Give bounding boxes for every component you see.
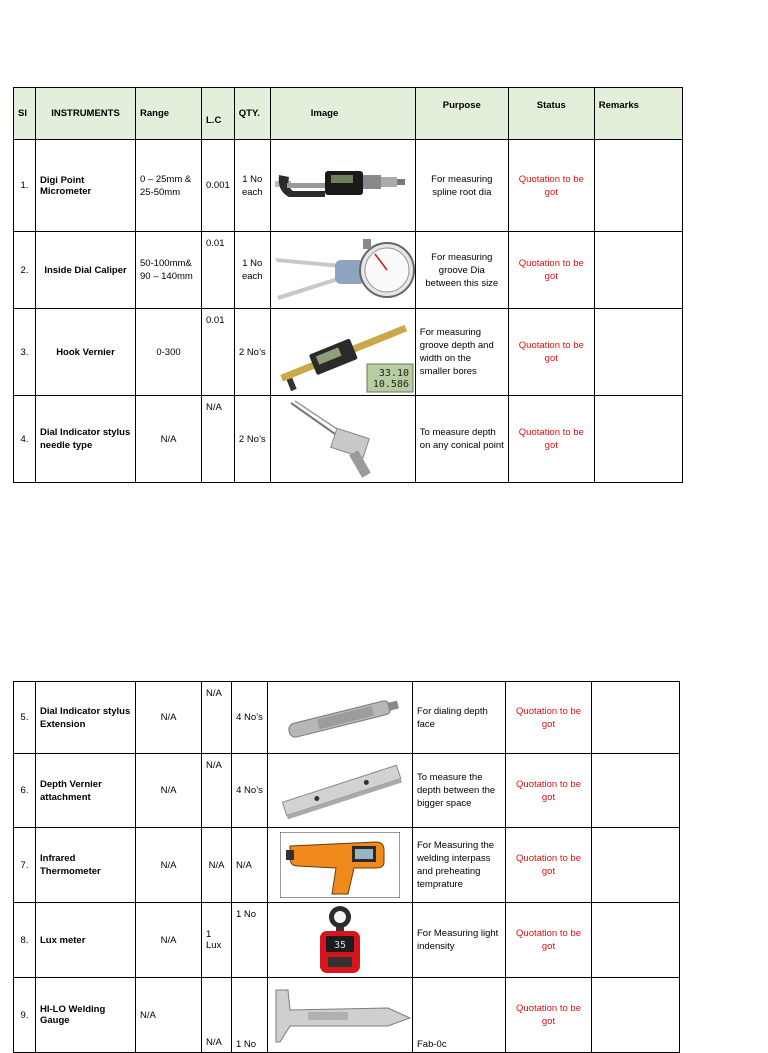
row-si: 3. bbox=[14, 309, 36, 396]
table-row bbox=[14, 978, 680, 1053]
table-row bbox=[14, 754, 680, 828]
row-si: 2. bbox=[14, 232, 36, 309]
row-range: N/A bbox=[136, 978, 202, 1053]
header-instruments: INSTRUMENTS bbox=[36, 88, 136, 140]
row-remarks bbox=[592, 828, 680, 903]
header-remarks: Remarks bbox=[594, 88, 682, 140]
table-row bbox=[14, 140, 683, 232]
row-remarks bbox=[592, 754, 680, 828]
row-remarks bbox=[592, 682, 680, 754]
row-purpose: Fab-0c bbox=[413, 978, 506, 1053]
row-qty: 4 No’s bbox=[232, 682, 268, 754]
row-status: Quotation to be got bbox=[508, 396, 594, 483]
row-purpose: For Measuring light indensity bbox=[413, 903, 506, 978]
table-row bbox=[14, 903, 680, 978]
row-range: N/A bbox=[136, 903, 202, 978]
row-si: 4. bbox=[14, 396, 36, 483]
row-qty: N/A bbox=[232, 828, 268, 903]
row-qty: 1 No bbox=[232, 978, 268, 1053]
row-status: Quotation to be got bbox=[506, 754, 592, 828]
row-remarks bbox=[594, 232, 682, 309]
row-remarks bbox=[594, 140, 682, 232]
row-remarks bbox=[594, 309, 682, 396]
row-instrument: HI-LO Welding Gauge bbox=[36, 978, 136, 1053]
row-remarks bbox=[592, 903, 680, 978]
row-si: 8. bbox=[14, 903, 36, 978]
row-lc: N/A bbox=[202, 754, 232, 828]
row-status: Quotation to be got bbox=[506, 682, 592, 754]
depth-attachment-image bbox=[268, 754, 413, 828]
row-purpose: For Measuring the welding interpass and preheating temprature bbox=[413, 828, 506, 903]
micrometer-image bbox=[270, 140, 415, 232]
row-instrument: Inside Dial Caliper bbox=[36, 232, 136, 309]
row-status: Quotation to be got bbox=[508, 309, 594, 396]
row-qty: 4 No’s bbox=[232, 754, 268, 828]
row-purpose: To measure the depth between the bigger space bbox=[413, 754, 506, 828]
table-row bbox=[14, 396, 683, 483]
row-purpose: For measuring spline root dia bbox=[415, 140, 508, 232]
dial-caliper-image bbox=[270, 232, 415, 309]
row-range: 0-300 bbox=[136, 309, 202, 396]
header-lc: L.C bbox=[202, 88, 235, 140]
vernier-display-line1: 33.10 bbox=[378, 368, 409, 379]
row-range: 0 – 25mm & 25-50mm bbox=[136, 140, 202, 232]
lux-meter-image bbox=[268, 903, 413, 978]
row-lc: 0.001 bbox=[202, 140, 235, 232]
stylus-needle-image bbox=[270, 396, 415, 483]
row-qty: 1 No each bbox=[234, 140, 270, 232]
table-row bbox=[14, 309, 683, 396]
row-qty: 2 No’s bbox=[234, 396, 270, 483]
row-range: N/A bbox=[136, 682, 202, 754]
header-range: Range bbox=[136, 88, 202, 140]
row-lc: 0.01 bbox=[202, 232, 235, 309]
row-instrument: Dial Indicator stylus needle type bbox=[36, 396, 136, 483]
row-purpose: For measuring groove depth and width on the smaller bores bbox=[415, 309, 508, 396]
row-status: Quotation to be got bbox=[506, 828, 592, 903]
instruments-table-bottom bbox=[13, 681, 680, 1053]
row-si: 9. bbox=[14, 978, 36, 1053]
row-instrument: Lux meter bbox=[36, 903, 136, 978]
row-si: 7. bbox=[14, 828, 36, 903]
table-row bbox=[14, 232, 683, 309]
row-range: N/A bbox=[136, 396, 202, 483]
header-qty: QTY. bbox=[234, 88, 270, 140]
row-lc: 1 Lux bbox=[202, 903, 232, 978]
row-status: Quotation to be got bbox=[508, 140, 594, 232]
vernier-display-line2: 10.586 bbox=[372, 379, 409, 390]
lux-meter-display: 35 bbox=[333, 940, 347, 951]
row-lc: N/A bbox=[202, 682, 232, 754]
row-remarks bbox=[594, 396, 682, 483]
row-instrument: Hook Vernier bbox=[36, 309, 136, 396]
table-row bbox=[14, 828, 680, 903]
stylus-extension-image bbox=[268, 682, 413, 754]
row-qty: 2 No’s bbox=[234, 309, 270, 396]
row-range: N/A bbox=[136, 828, 202, 903]
hook-vernier-image bbox=[270, 309, 415, 396]
row-si: 5. bbox=[14, 682, 36, 754]
table-header-row bbox=[14, 88, 683, 140]
row-lc: N/A bbox=[202, 828, 232, 903]
row-instrument: Depth Vernier attachment bbox=[36, 754, 136, 828]
row-qty: 1 No bbox=[232, 903, 268, 978]
header-status: Status bbox=[508, 88, 594, 140]
row-si: 1. bbox=[14, 140, 36, 232]
header-si: Sl bbox=[14, 88, 36, 140]
row-status: Quotation to be got bbox=[506, 903, 592, 978]
row-lc: N/A bbox=[202, 396, 235, 483]
header-image: Image bbox=[270, 88, 415, 140]
row-remarks bbox=[592, 978, 680, 1053]
instruments-table-top bbox=[13, 87, 683, 483]
welding-gauge-image bbox=[268, 978, 413, 1053]
row-purpose: To measure depth on any conical point bbox=[415, 396, 508, 483]
row-status: Quotation to be got bbox=[506, 978, 592, 1053]
table-row bbox=[14, 682, 680, 754]
row-instrument: Infrared Thermometer bbox=[36, 828, 136, 903]
row-lc: N/A bbox=[202, 978, 232, 1053]
row-si: 6. bbox=[14, 754, 36, 828]
row-range: 50-100mm& 90 – 140mm bbox=[136, 232, 202, 309]
row-lc: 0.01 bbox=[202, 309, 235, 396]
infrared-thermometer-image bbox=[268, 828, 413, 903]
row-qty: 1 No each bbox=[234, 232, 270, 309]
row-status: Quotation to be got bbox=[508, 232, 594, 309]
row-range: N/A bbox=[136, 754, 202, 828]
row-purpose: For measuring groove Dia between this size bbox=[415, 232, 508, 309]
header-purpose: Purpose bbox=[415, 88, 508, 140]
row-purpose: For dialing depth face bbox=[413, 682, 506, 754]
row-instrument: Digi Point Micrometer bbox=[36, 140, 136, 232]
row-instrument: Dial Indicator stylus Extension bbox=[36, 682, 136, 754]
